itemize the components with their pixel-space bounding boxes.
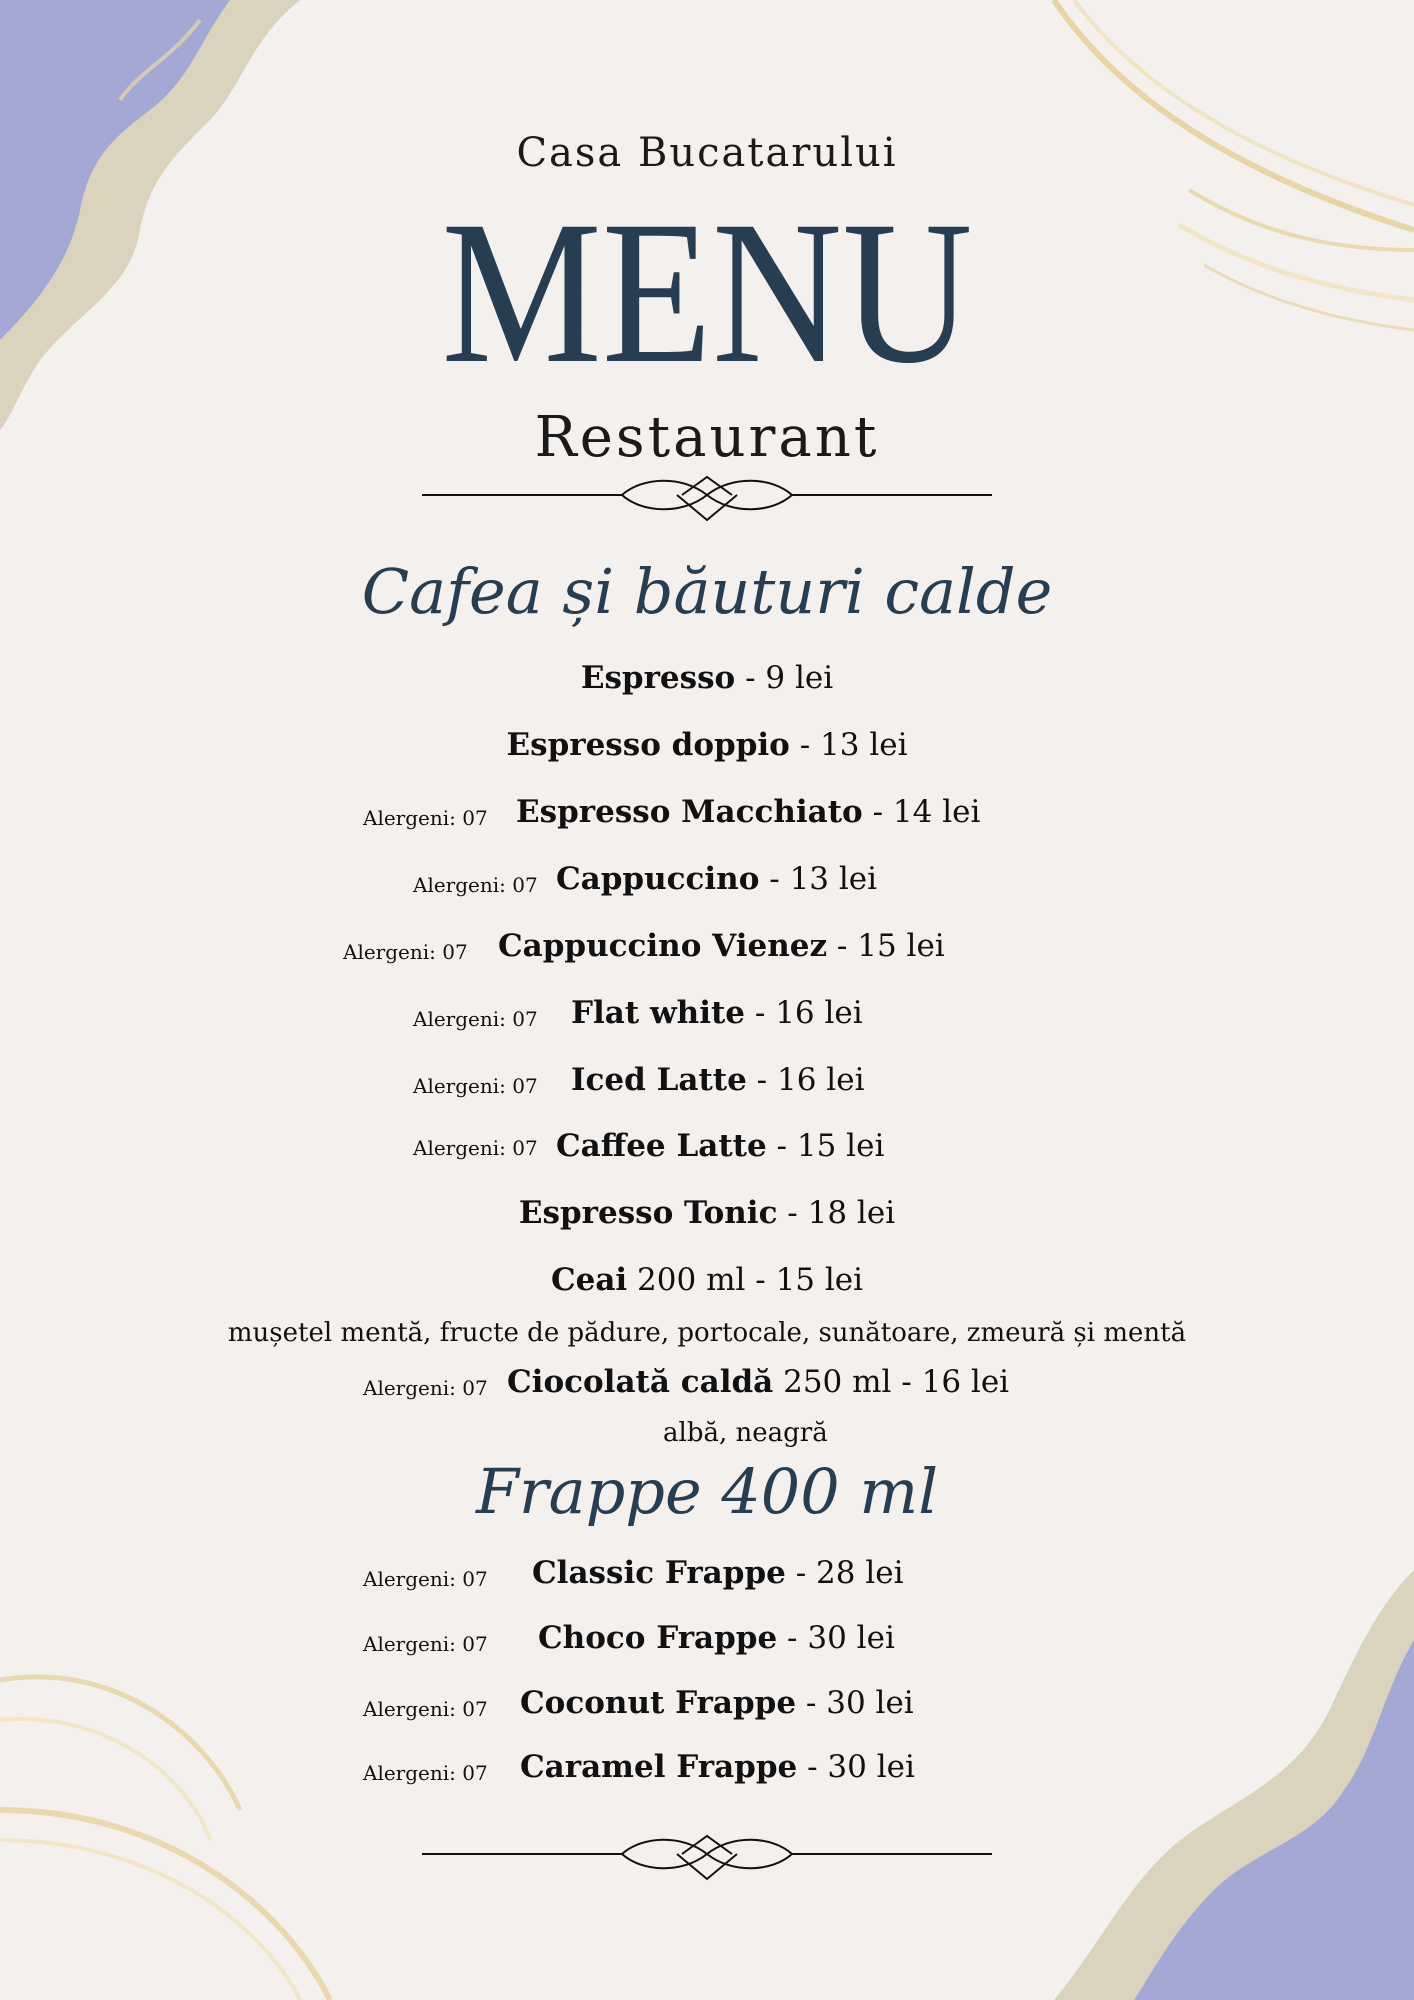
menu-item: Flat white - 16 lei	[571, 995, 863, 1031]
allergen-label: Alergeni: 07	[343, 940, 468, 964]
allergen-label: Alergeni: 07	[363, 1567, 488, 1591]
menu-item: Caffee Latte - 15 lei	[556, 1128, 885, 1164]
menu-item: Espresso Macchiato - 14 lei	[516, 794, 981, 830]
section-title-hot-drinks: Cafea și băuturi calde	[361, 555, 1053, 628]
allergen-label: Alergeni: 07	[363, 1632, 488, 1656]
section-title-frappe: Frappe 400 ml	[475, 1455, 939, 1528]
menu-item: Espresso doppio - 13 lei	[506, 727, 908, 763]
menu-item: Iced Latte - 16 lei	[571, 1062, 865, 1098]
restaurant-brand: Casa Bucatarului	[516, 130, 898, 176]
allergen-label: Alergeni: 07	[363, 1376, 488, 1400]
ornament-divider-bottom	[422, 1824, 992, 1884]
menu-item: Choco Frappe - 30 lei	[538, 1620, 895, 1656]
decorative-corner-bottom-right	[954, 1550, 1414, 2000]
allergen-label: Alergeni: 07	[413, 1136, 538, 1160]
allergen-label: Alergeni: 07	[413, 873, 538, 897]
menu-item: Cappuccino - 13 lei	[556, 861, 878, 897]
allergen-label: Alergeni: 07	[363, 1761, 488, 1785]
menu-item: Espresso Tonic - 18 lei	[518, 1195, 896, 1231]
menu-item: Classic Frappe - 28 lei	[532, 1555, 904, 1591]
allergen-label: Alergeni: 07	[413, 1074, 538, 1098]
allergen-label: Alergeni: 07	[363, 806, 488, 830]
menu-item-note: albă, neagră	[663, 1418, 828, 1448]
menu-item: Coconut Frappe - 30 lei	[520, 1685, 914, 1721]
menu-item: Espresso - 9 lei	[580, 660, 834, 696]
allergen-label: Alergeni: 07	[363, 1697, 488, 1721]
menu-item: Cappuccino Vienez - 15 lei	[498, 928, 945, 964]
decorative-swirl-bottom-left	[0, 1480, 420, 2000]
allergen-label: Alergeni: 07	[413, 1007, 538, 1031]
menu-item: Caramel Frappe - 30 lei	[520, 1749, 915, 1785]
ornament-divider-top	[422, 465, 992, 525]
menu-item-note: mușetel mentă, fructe de pădure, portocale, sunătoare, zmeură și mentă	[227, 1318, 1187, 1348]
menu-item: Ciocolată caldă 250 ml - 16 lei	[507, 1364, 1010, 1400]
menu-title: MENU	[441, 179, 973, 406]
menu-item: Ceai 200 ml - 15 lei	[550, 1262, 864, 1298]
menu-subtitle: Restaurant	[534, 405, 880, 470]
